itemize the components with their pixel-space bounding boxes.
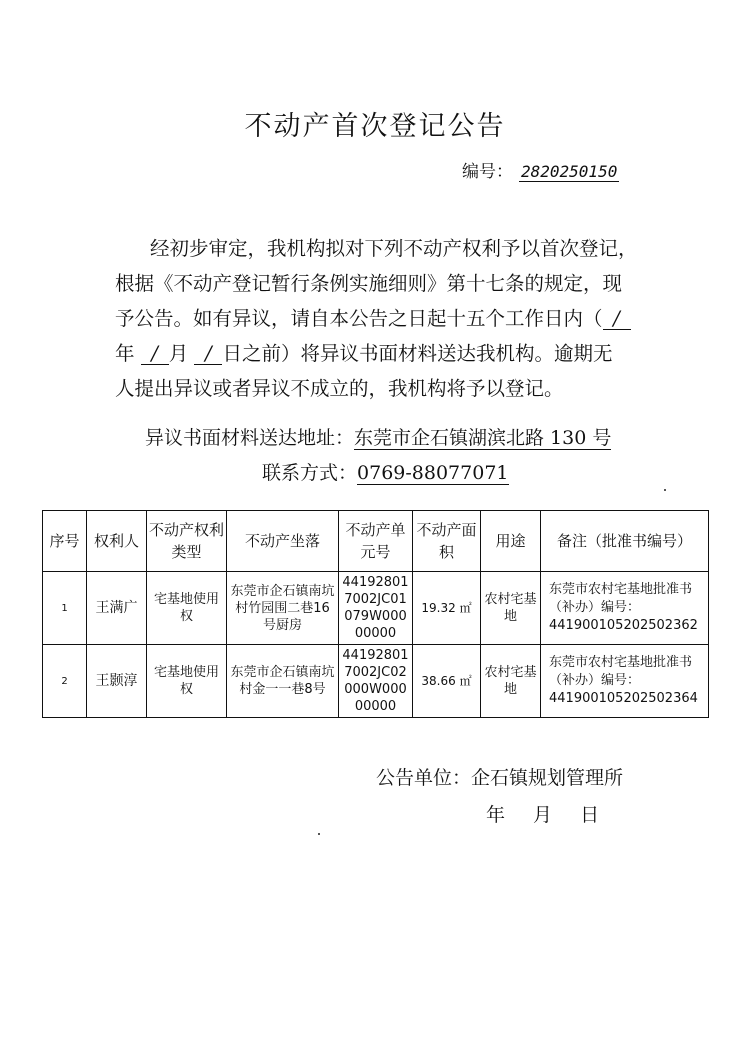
scan-speck: [318, 833, 320, 835]
header-unit-no: 不动产单元号: [339, 511, 413, 572]
contact-info: [262, 458, 509, 485]
cell-location: 东莞市企石镇南坑村金一一巷8号: [227, 645, 339, 718]
cell-unit-no: 441928017002JC02000W00000000: [339, 645, 413, 718]
serial-label: 编号：: [462, 162, 513, 182]
paragraph-line-1: 经初步审定，我机构拟对下列不动产权利予以首次登记，: [150, 237, 638, 260]
header-seq: 序号: [43, 511, 87, 572]
cell-right-type: 宅基地使用权: [147, 572, 227, 645]
cell-right-type: 宅基地使用权: [147, 645, 227, 718]
cell-remark: 东莞市农村宅基地批准书（补办）编号：441900105202502364: [541, 645, 709, 718]
header-usage: 用途: [481, 511, 541, 572]
paragraph-line-3-text: 予公告。如有异议，请自本公告之日起十五个工作日内（: [115, 307, 603, 330]
scan-speck: [664, 489, 666, 491]
registration-table: [42, 510, 709, 718]
cell-seq: 1: [43, 572, 87, 645]
header-location: 不动产坐落: [227, 511, 339, 572]
cell-unit-no: 441928017002JC01079W00000000: [339, 572, 413, 645]
paragraph-line-3: [115, 301, 635, 336]
paragraph-line-4: [115, 336, 635, 371]
paragraph-line-2: 根据《不动产登记暂行条例实施细则》第十七条的规定，现: [115, 272, 623, 295]
address-label: 异议书面材料送达地址：: [145, 427, 355, 449]
paragraph-line-4-rest: 日之前）将异议书面材料送达我机构。逾期无: [222, 342, 613, 365]
cell-area: 19.32 ㎡: [413, 572, 481, 645]
contact-value: 0769-88077071: [357, 462, 509, 484]
blank-year: /: [603, 309, 631, 330]
table-row: [43, 572, 709, 645]
cell-owner: 王满广: [87, 572, 147, 645]
cell-seq: 2: [43, 645, 87, 718]
date-line: 年 月 日: [486, 804, 600, 826]
header-remark: 备注（批准书编号）: [541, 511, 709, 572]
cell-remark: 东莞市农村宅基地批准书（补办）编号：441900105202502362: [541, 572, 709, 645]
cell-location: 东莞市企石镇南坑村竹园围二巷16号厨房: [227, 572, 339, 645]
header-area: 不动产面积: [413, 511, 481, 572]
paragraph-line-5: 人提出异议或者异议不成立的，我机构将予以登记。: [115, 377, 564, 400]
cell-usage: 农村宅基地: [481, 572, 541, 645]
serial-value: 2820250150: [521, 162, 618, 181]
year-label: 年: [115, 342, 135, 365]
cell-area: 38.66 ㎡: [413, 645, 481, 718]
cell-usage: 农村宅基地: [481, 645, 541, 718]
page-title: 不动产首次登记公告: [244, 111, 506, 142]
objection-address: [145, 423, 611, 450]
blank-day: /: [194, 344, 222, 365]
serial-number: [462, 157, 619, 182]
month-label: 月: [168, 342, 189, 365]
address-value: 东莞市企石镇湖滨北路 130 号: [354, 427, 612, 449]
header-right-type: 不动产权利类型: [147, 511, 227, 572]
cell-owner: 王颢淳: [87, 645, 147, 718]
issuer: 公告单位：企石镇规划管理所: [376, 767, 624, 789]
contact-label: 联系方式：: [262, 462, 358, 484]
table-header-row: [43, 511, 709, 572]
table-row: [43, 645, 709, 718]
blank-month: /: [141, 344, 169, 365]
header-owner: 权利人: [87, 511, 147, 572]
